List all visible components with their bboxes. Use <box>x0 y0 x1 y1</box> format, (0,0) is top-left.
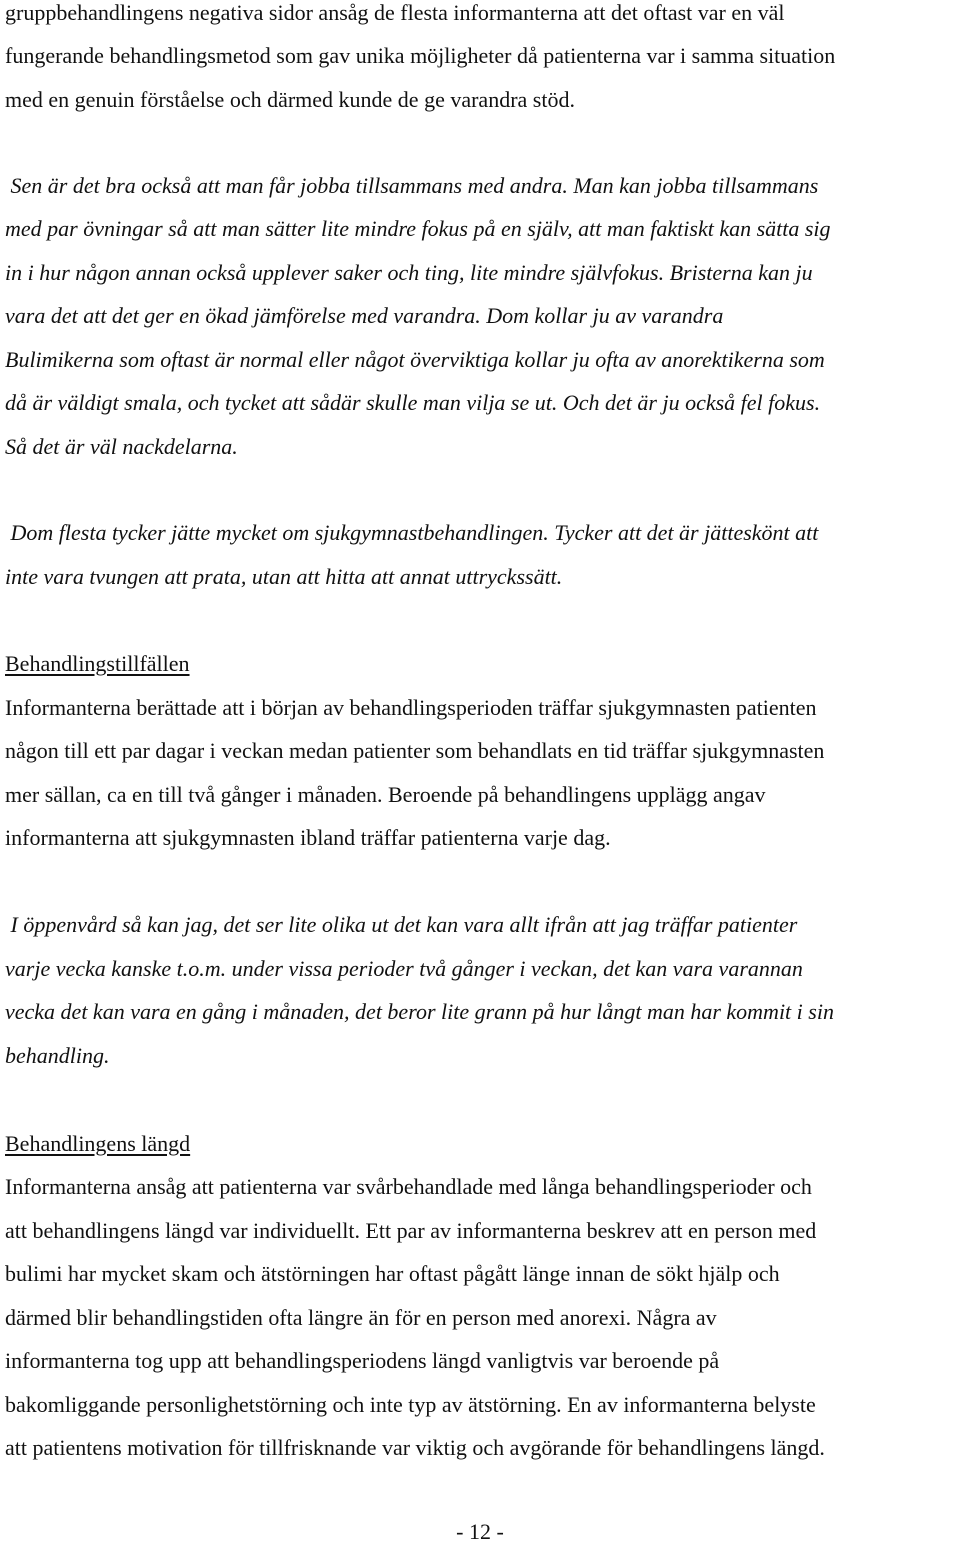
text-line: informanterna att sjukgymnasten ibland träffar patienterna varje dag. <box>5 825 611 850</box>
quote-line: med par övningar så att man sätter lite mindre fokus på en själv, att man faktiskt kan sätta sig <box>5 216 831 241</box>
text-line: därmed blir behandlingstiden ofta längre än för en person med anorexi. Några av <box>5 1305 717 1330</box>
text-line: att behandlingens längd var individuellt. Ett par av informanterna beskrev att en person med <box>5 1218 817 1243</box>
quote-line: Dom flesta tycker jätte mycket om sjukgymnastbehandlingen. Tycker att det är jätteskönt att <box>5 520 819 545</box>
quote-line: Sen är det bra också att man får jobba tillsammans med andra. Man kan jobba tillsammans <box>5 173 819 198</box>
text-line: bulimi har mycket skam och ätstörningen har oftast pågått länge innan de sökt hjälp och <box>5 1261 780 1286</box>
quote-line: Bulimikerna som oftast är normal eller något överviktiga kollar ju ofta av anorektikerna som <box>5 347 825 372</box>
text-line: gruppbehandlingens negativa sidor ansåg de flesta informanterna att det oftast var en väl <box>5 0 785 25</box>
quote-line: vecka det kan vara en gång i månaden, det beror lite grann på hur långt man har kommit i sin <box>5 999 834 1024</box>
text-line: Informanterna ansåg att patienterna var svårbehandlade med långa behandlingsperioder och <box>5 1174 812 1199</box>
text-line: mer sällan, ca en till två gånger i månaden. Beroende på behandlingens upplägg angav <box>5 782 766 807</box>
text-line: att patientens motivation för tillfrisknande var viktig och avgörande för behandlingens längd. <box>5 1435 825 1460</box>
quote-line: in i hur någon annan också upplever saker och ting, lite mindre självfokus. Bristerna kan ju <box>5 260 813 285</box>
text-line: fungerande behandlingsmetod som gav unika möjligheter då patienterna var i samma situation <box>5 43 836 68</box>
quote-line: då är väldigt smala, och tycket att sådär skulle man vilja se ut. Och det är ju också fel fokus. <box>5 390 821 415</box>
page-number: - 12 - <box>456 1519 504 1544</box>
text-line: Informanterna berättade att i början av behandlingsperioden träffar sjukgymnasten patienten <box>5 695 817 720</box>
section-heading: Behandlingens längd <box>5 1131 191 1156</box>
text-line: informanterna tog upp att behandlingsperiodens längd vanligtvis var beroende på <box>5 1348 720 1373</box>
quote-line: behandling. <box>5 1043 115 1068</box>
quote-line: Så det är väl nackdelarna. <box>5 434 244 459</box>
quote-line: varje vecka kanske t.o.m. under vissa perioder två gånger i veckan, det kan vara varannan <box>5 956 803 981</box>
quote-line: vara det att det ger en ökad jämförelse med varandra. Dom kollar ju av varandra <box>5 303 724 328</box>
text-line: bakomliggande personlighetstörning och inte typ av ätstörning. En av informanterna belyste <box>5 1392 816 1417</box>
quote-line: inte vara tvungen att prata, utan att hitta att annat uttryckssätt. <box>5 564 568 589</box>
text-line: någon till ett par dagar i veckan medan patienter som behandlats en tid träffar sjukgymnasten <box>5 738 825 763</box>
quote-line: I öppenvård så kan jag, det ser lite olika ut det kan vara allt ifrån att jag träffar patienter <box>5 912 798 937</box>
section-heading: Behandlingstillfällen <box>5 651 190 676</box>
text-line: med en genuin förståelse och därmed kunde de ge varandra stöd. <box>5 87 575 112</box>
